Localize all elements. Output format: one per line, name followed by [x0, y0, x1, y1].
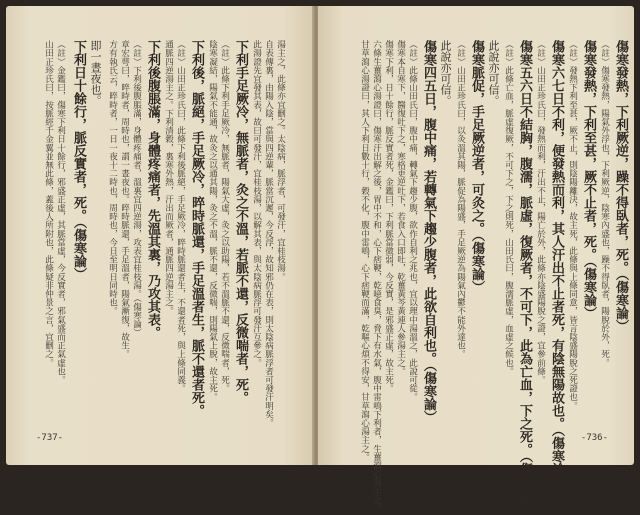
heading-column: 傷寒發熱，下利至甚，厥不止者，死。（傷寒論） [581, 40, 596, 320]
text-column: 此說亦可信。 [439, 40, 452, 106]
heading-column: 傷寒六七日不利，便發熱而利，其人汗出不止者死，有陰無陽故也。（傷寒論） [549, 40, 564, 489]
heading-column: 下利手足厥冷，無脈者，灸之不溫，若脈不還，反微喘者，死。 [233, 40, 248, 404]
page-number: -736- [580, 433, 608, 443]
text-column: 通脈四逆湯主之。下利清穀，裏寒外熱，汗出而厥者，通脈四逆湯主之。 [163, 40, 174, 316]
heading-column: 傷寒四五日，腹中痛，若轉氣下趨少腹者，此欲自利也。（傷寒論） [421, 40, 436, 424]
text-column: 湯主之，此條亦宜刪之。太陰病，脈浮者，可發汗，宜桂枝湯。 [275, 40, 286, 281]
text-column: 即一晝夜也。 [89, 40, 102, 106]
text-column: 章宏萼曰，晬時者，周時也，謂一晝夜也。晬時脈還，手足溫者，陽氣漸復，故生。 [119, 40, 130, 359]
text-column: 山田正珍氏曰，按脈經千金翼並無此條，蓋後人所附也，此條疑非仲景之言，宜刪之。 [43, 40, 54, 367]
heading-column: 下利後腹脹滿，身體疼痛者，先溫其裏，乃攻其表。 [145, 40, 160, 339]
page-number: -737- [36, 433, 64, 443]
heading-column: 傷寒發熱，下利厥逆，躁不得臥者，死。（傷寒論） [613, 40, 628, 333]
text-column: 方有執氏云，晬時者，一日一夜十二時也，周時也，今日至明日同時也。 [107, 40, 118, 316]
right-page [318, 6, 634, 515]
text-column: （註）下利後腹脹滿，身體疼痛者，溫裏宜四逆湯，攻表宜桂枝湯。（傷寒論） [131, 40, 142, 337]
text-column: （註）此條下利手足厥冷，無脈者，陽氣大虛，灸之以助陽，若不溫脈不還，反微喘者，死。 [219, 40, 230, 393]
text-column: （註）此條山田氏曰，腹中痛，轉氣下趨少腹，欲作自利之兆也，宜以理中湯溫之，此說可從。 [407, 40, 418, 402]
text-column: 陰寒凝結，陽氣不能通，故灸之以通其陽，灸之不溫，脈不還，反微喘，則陽氣上脫，故主死。 [207, 40, 218, 402]
text-column: 此說亦可信。 [487, 40, 500, 106]
text-column: （註）此條亡血，脈虛復厥，不可下之，下之則死，山田氏曰，腹濡脈虛，血虛之候也。 [503, 40, 514, 376]
heading-column: 傷寒脈促，手足厥逆者，可灸之。（傷寒論） [469, 40, 484, 294]
text-column: （註）傷寒發熱，陽氣外浮也，下利厥逆，陰寒內盛也，躁不得臥者，陽脫於外，死。 [599, 40, 610, 367]
text-column: 此湯證先宜發其表，故曰可發汗，宜桂枝湯，以解其表，與太陰病脈浮可發汗互參之。 [251, 40, 262, 367]
heading-column: 下利日十餘行，脈反實者，死。（傷寒論） [71, 40, 86, 281]
text-column: （註）山田正珍氏曰，發熱而利，汗出不止，陽亡於外，此條亦陰盛陽脫之證，宜參前條。 [535, 40, 546, 384]
left-page [6, 6, 314, 465]
text-column: 自表傳裏，由陽入陰，當與四逆輩，脈當沉遲，今反浮，故知邪仍在表，則太陰病脈浮者可發汗明矣。 [263, 40, 274, 427]
text-column: （註）金鑑曰，傷寒下利日十餘行，邪盛正虛，其脈當虛，今反實者，邪氣盛而正氣虛也。 [55, 40, 66, 384]
text-column: （註）山田正珍氏曰，以灸溫其陽，脈促為陽盛，手足厥逆為陽氣內鬱不能外達也。 [455, 40, 466, 359]
text-column: （註）山田正珍氏曰，此條下利後脈絕，手足厥冷，晬時脈還者生，不還者死，與上條同義。 [175, 40, 186, 393]
text-column: （註）發熱下利至甚，厥不止，則陰陽離決，故主死，此條與上條同意，皆言陰盛陽脫之死證也。 [567, 40, 578, 410]
text-column: 甘草瀉心湯證曰，其人下利日數十行，穀不化，腹中雷鳴，心下痞鞕而滿，乾嘔心煩不得安，甘草瀉心湯主之。 [359, 40, 370, 462]
text-column: 六條生薑瀉心湯證曰，傷寒汗出解之後，胃中不和，心下痞鞕，乾噫食臭，脅下有水氣，腹中雷鳴下利者，生薑瀉心湯主之。 [371, 40, 382, 513]
text-column: 傷寒本自寒下，醫復吐下之，寒格更逆吐下，若食入口即吐，乾薑黃芩黃連人參湯主之。 [395, 40, 406, 376]
heading-column: 下利後，脈絕，手足厥冷，晬時脈還，手足溫者生，脈不還者死。 [189, 40, 204, 417]
heading-column: 傷寒五六日不結胸，腹濡，脈虛，復厥者，不可下，此為亡血，下之死。（傷寒論） [517, 40, 532, 515]
text-column: 傷寒下利，日十餘行，脈反實者死，金鑑曰，下利脈當微弱，今反實，是邪盛正虛，故主死。 [383, 40, 394, 393]
